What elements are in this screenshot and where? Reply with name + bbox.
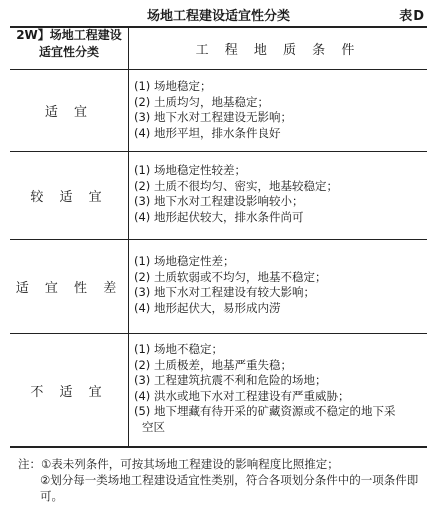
condition-item: (2) 土质软弱或不均匀，地基不稳定； — [134, 269, 327, 284]
category-poorly-suitable: 适 宜 性 差 — [15, 281, 123, 296]
condition-item: (4) 洪水或地下水对工程建设有严重威胁； — [134, 388, 350, 403]
condition-item: (5) 地下埋藏有待开采的矿藏资源或不稳定的地下采 — [134, 404, 396, 418]
table-notes — [18, 456, 423, 504]
condition-item: (3) 地下水对工程建设影响较小； — [134, 194, 304, 208]
condition-item: (1) 场地稳定； — [134, 79, 212, 93]
header-category — [10, 27, 128, 61]
condition-item: (4) 地形起伏较大，排水条件尚可 — [134, 209, 304, 224]
table-bottom-border — [10, 446, 427, 448]
condition-item: (1) 场地稳定性差； — [134, 254, 235, 268]
condition-item: (3) 地下水对工程建设有较大影响； — [134, 285, 315, 299]
condition-item: (1) 场地不稳定； — [134, 342, 223, 356]
condition-item: (3) 地下水对工程建设无影响； — [134, 110, 292, 124]
conditions-suitable — [134, 79, 424, 141]
table-title: 场地工程建设适宜性分类 — [146, 9, 290, 24]
condition-item: (1) 场地稳定性较差； — [134, 163, 246, 177]
category-fairly-suitable: 较 适 宜 — [30, 190, 108, 205]
header-conditions: 工 程 地 质 条 件 — [195, 42, 361, 58]
category-suitable: 适 宜 — [44, 105, 94, 120]
conditions-unsuitable — [134, 342, 424, 435]
condition-item: (2) 土质极差，地基严重失稳； — [134, 357, 292, 372]
category-unsuitable: 不 适 宜 — [30, 384, 108, 400]
header-category-line1: 2W】场地工程建设 — [16, 28, 122, 42]
conditions-poorly-suitable — [134, 254, 424, 316]
condition-item: (2) 土质均匀，地基稳定； — [134, 94, 269, 109]
header-category-line2: 适宜性分类 — [38, 45, 99, 59]
condition-item: (4) 地形起伏大，易形成内涝 — [134, 300, 281, 315]
note-line-1: 注：①表未列条件，可按其场地工程建设的影响程度比照推定； — [18, 457, 339, 471]
condition-item: (4) 地形平坦，排水条件良好 — [134, 125, 281, 140]
condition-item: 空区 — [142, 419, 165, 434]
conditions-fairly-suitable — [134, 163, 424, 225]
table-number: 表D — [399, 9, 425, 24]
column-divider — [128, 27, 129, 447]
note-line-2: ②划分每一类场地工程建设适宜性类别，符合各项划分条件中的一项条件即 — [40, 473, 419, 487]
condition-item: (3) 工程建筑抗震不利和危险的场地； — [134, 373, 327, 387]
note-line-3: 可。 — [40, 489, 63, 503]
condition-item: (2) 土质不很均匀、密实，地基较稳定； — [134, 178, 338, 193]
